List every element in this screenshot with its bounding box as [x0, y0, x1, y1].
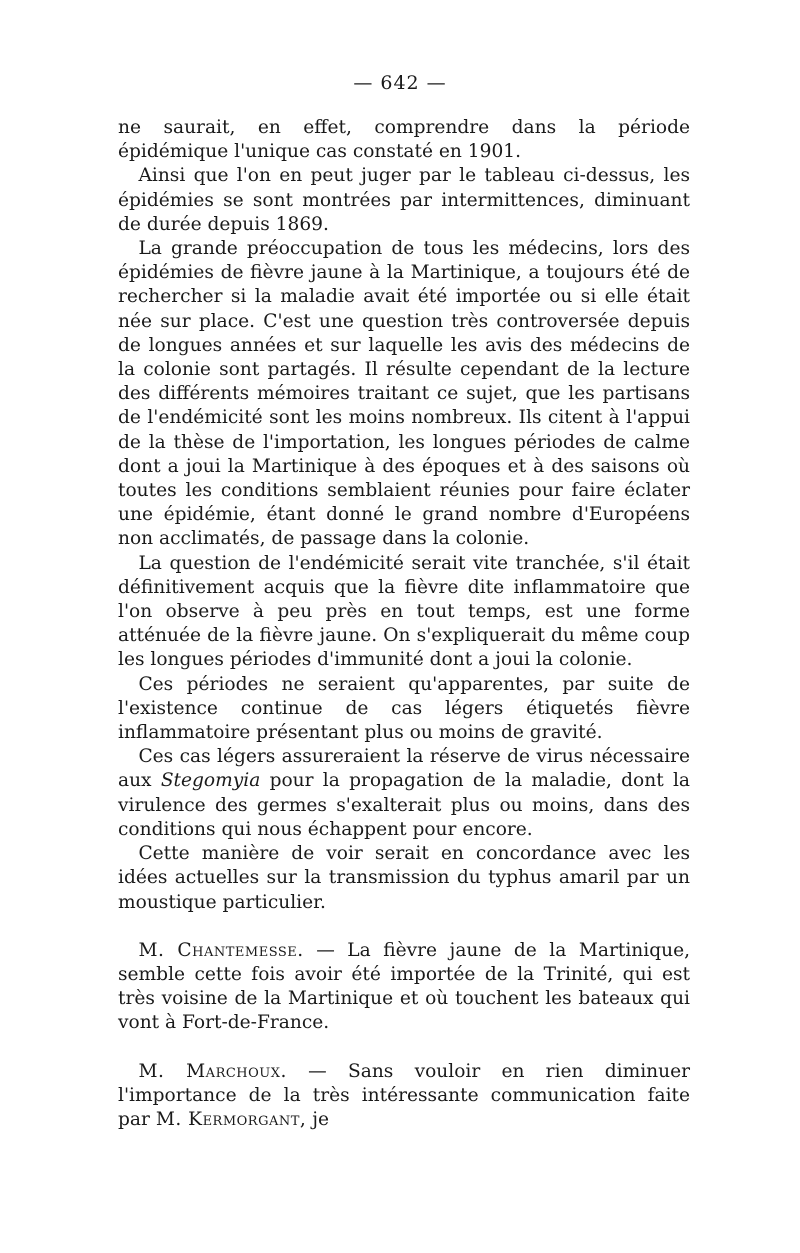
cited-speaker-name: M. Kermorgant, — [155, 1108, 307, 1130]
paragraph-6-text-after: pour la propagation de la maladie, dont la virulence des germes s'exalterait plus ou moins, dans des conditions qui nous échappent pour encore. — [118, 770, 690, 840]
paragraph-6 — [118, 745, 690, 842]
body-text — [118, 116, 690, 1132]
italic-term: Stegomyia — [160, 770, 261, 792]
paragraph-7: Cette manière de voir serait en concordance avec les idées actuelles sur la transmission du typhus amaril par un moustique particulier. — [118, 843, 690, 913]
intervention-text: — Sans vouloir en rien diminuer l'importance de la très intéressante communication faite par — [118, 1060, 691, 1130]
paragraph-5: Ces périodes ne seraient qu'apparentes, par suite de l'existence continue de cas légers étiquetés fièvre inflammatoire présentant plus ou moins de gravité. — [118, 673, 690, 744]
speaker-name: M. Chantemesse. — [138, 939, 304, 961]
intervention-text-after: je — [312, 1108, 330, 1130]
intervention-text: — La fièvre jaune de la Martinique, semble cette fois avoir été importée de la Trinité, qui est très voisine de la Martinique et où touchent les bateaux qui vont à Fort-de-France. — [118, 939, 690, 1034]
paragraph-1: ne saurait, en effet, comprendre dans la période épidémique l'unique cas constaté en 1901. — [118, 117, 690, 163]
intervention-chantemesse — [118, 939, 690, 1036]
intervention-marchoux — [118, 1060, 690, 1133]
speaker-name: M. Marchoux. — [138, 1060, 287, 1082]
paragraph-6-text: Ces cas légers assureraient la réserve de virus nécessaire aux — [118, 746, 690, 792]
page-number: — 642 — — [353, 72, 447, 94]
paragraph-3: La grande préoccupation de tous les médecins, lors des épidémies de fièvre jaune à la Martinique, a toujours été de rechercher si la maladie avait été importée ou si elle était née sur place. C'est une question très controversée depuis de longues années et sur laquelle les avis des médecins de la colonie sont partagés. Il résulte cependant de la lecture des différents mémoires traitant ce sujet, que les partisans de l'endémicité sont les moins nombreux. Ils citent à l'appui de la thèse de l'importation, les longues périodes de calme dont a joui la Martinique à des époques et à des saisons où toutes les conditions semblaient réunies pour faire éclater une épidémie, étant donné le grand nombre d'Européens non acclimatés, de passage dans la colonie. — [118, 238, 690, 550]
paragraph-4: La question de l'endémicité serait vite tranchée, s'il était définitivement acquis que la fièvre dite inflammatoire que l'on observe à peu près en tout temps, est une forme atténuée de la fièvre jaune. On s'expliquerait du même coup les longues périodes d'immunité dont a joui la colonie. — [118, 552, 690, 671]
paragraph-2: Ainsi que l'on en peut juger par le tableau ci-dessus, les épidémies se sont montrées par intermittences, diminuant de durée depuis 1869. — [118, 165, 690, 235]
